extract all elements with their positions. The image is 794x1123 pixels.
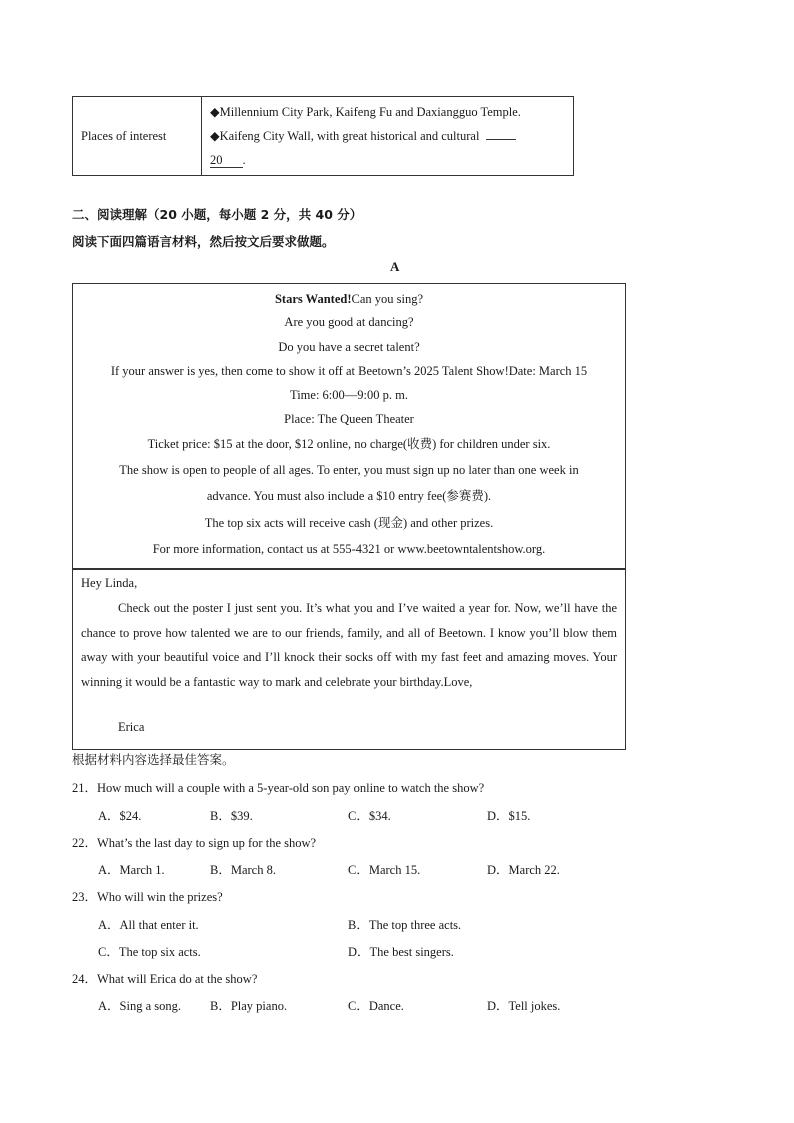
passage-label: A (390, 259, 400, 274)
q23-option-b[interactable]: B．The top three acts. (348, 918, 462, 932)
q22-option-a[interactable]: A．March 1. (98, 863, 165, 877)
poster-line-2: Do you have a secret talent? (278, 340, 420, 354)
q23-option-c[interactable]: C．The top six acts. (98, 945, 201, 959)
answer-blank (486, 127, 516, 140)
poster-line-10: For more information, contact us at 555-4321 or www.beetowntalentshow.org. (152, 542, 546, 556)
table-line-3: 20 . (210, 153, 246, 167)
q21-option-c[interactable]: C．$34. (348, 809, 391, 823)
places-table (72, 96, 574, 176)
poster-line-4: Time: 6:00—9:00 p. m. (290, 388, 408, 402)
q21-option-a[interactable]: A．$24. (98, 809, 142, 823)
question-22: 22．What’s the last day to sign up for the show? (72, 836, 317, 850)
letter-body: Check out the poster I just sent you. It’s what you and I’ve waited a year for. Now, we’ll have the chance to prove how talented we are to our friends, family, and all of Beetown. I know you’ll blow them away with your beautiful voice and I’ll knock their socks off with my fast feet and amazing moves. Your winning it would be a fantastic way to mark and celebrate your birthday.Love, (81, 601, 617, 689)
poster-line-0: Stars Wanted!Can you sing? (274, 292, 424, 306)
table-content (202, 97, 574, 176)
section-title: 二、阅读理解（20 小题，每小题 2 分，共 40 分） (72, 207, 363, 222)
q24-option-c[interactable]: C．Dance. (348, 999, 404, 1013)
question-21: 21．How much will a couple with a 5-year-old son pay online to watch the show? (72, 781, 485, 795)
q23-option-d[interactable]: D．The best singers. (348, 945, 454, 959)
q22-option-b[interactable]: B．March 8. (210, 863, 276, 877)
poster-line-7: The show is open to people of all ages. To enter, you must sign up no later than one week in (119, 463, 579, 477)
poster-box (72, 283, 626, 569)
q24-option-b[interactable]: B．Play piano. (210, 999, 288, 1013)
q24-option-a[interactable]: A．Sing a song. (98, 999, 181, 1013)
poster-line-9: The top six acts will receive cash (现金) and other prizes. (204, 516, 494, 530)
poster-headline: Stars Wanted! (274, 292, 352, 306)
q22-option-d[interactable]: D．March 22. (487, 863, 560, 877)
blank-number: 20 (210, 153, 243, 168)
table-label: Places of interest (73, 97, 202, 176)
q22-option-c[interactable]: C．March 15. (348, 863, 421, 877)
poster-line-1: Are you good at dancing? (284, 315, 414, 329)
poster-line-8: advance. You must also include a $10 entry fee(参赛费). (206, 489, 492, 503)
q24-option-d[interactable]: D．Tell jokes. (487, 999, 561, 1013)
q21-option-d[interactable]: D．$15. (487, 809, 531, 823)
q21-option-b[interactable]: B．$39. (210, 809, 253, 823)
q23-option-a[interactable]: A．All that enter it. (98, 918, 199, 932)
table-line-2: ◆Kaifeng City Wall, with great historical and cultural (210, 124, 565, 148)
letter-box (72, 569, 626, 750)
poster-line-3: If your answer is yes, then come to show it off at Beetown’s 2025 Talent Show!Date: March 15 (110, 364, 588, 378)
section-instruction: 阅读下面四篇语言材料，然后按文后要求做题。 (72, 234, 335, 249)
poster-line-5: Place: The Queen Theater (284, 412, 414, 426)
table-line-1: ◆Millennium City Park, Kaifeng Fu and Daxiangguo Temple. (210, 105, 521, 119)
question-24: 24．What will Erica do at the show? (72, 972, 258, 986)
letter-signature: Erica (118, 720, 145, 734)
question-23: 23．Who will win the prizes? (72, 890, 223, 904)
letter-greeting: Hey Linda, (81, 576, 138, 590)
questions-instruction: 根据材料内容选择最佳答案。 (72, 752, 235, 767)
poster-line-6: Ticket price: $15 at the door, $12 online, no charge(收费) for children under six. (147, 437, 551, 451)
